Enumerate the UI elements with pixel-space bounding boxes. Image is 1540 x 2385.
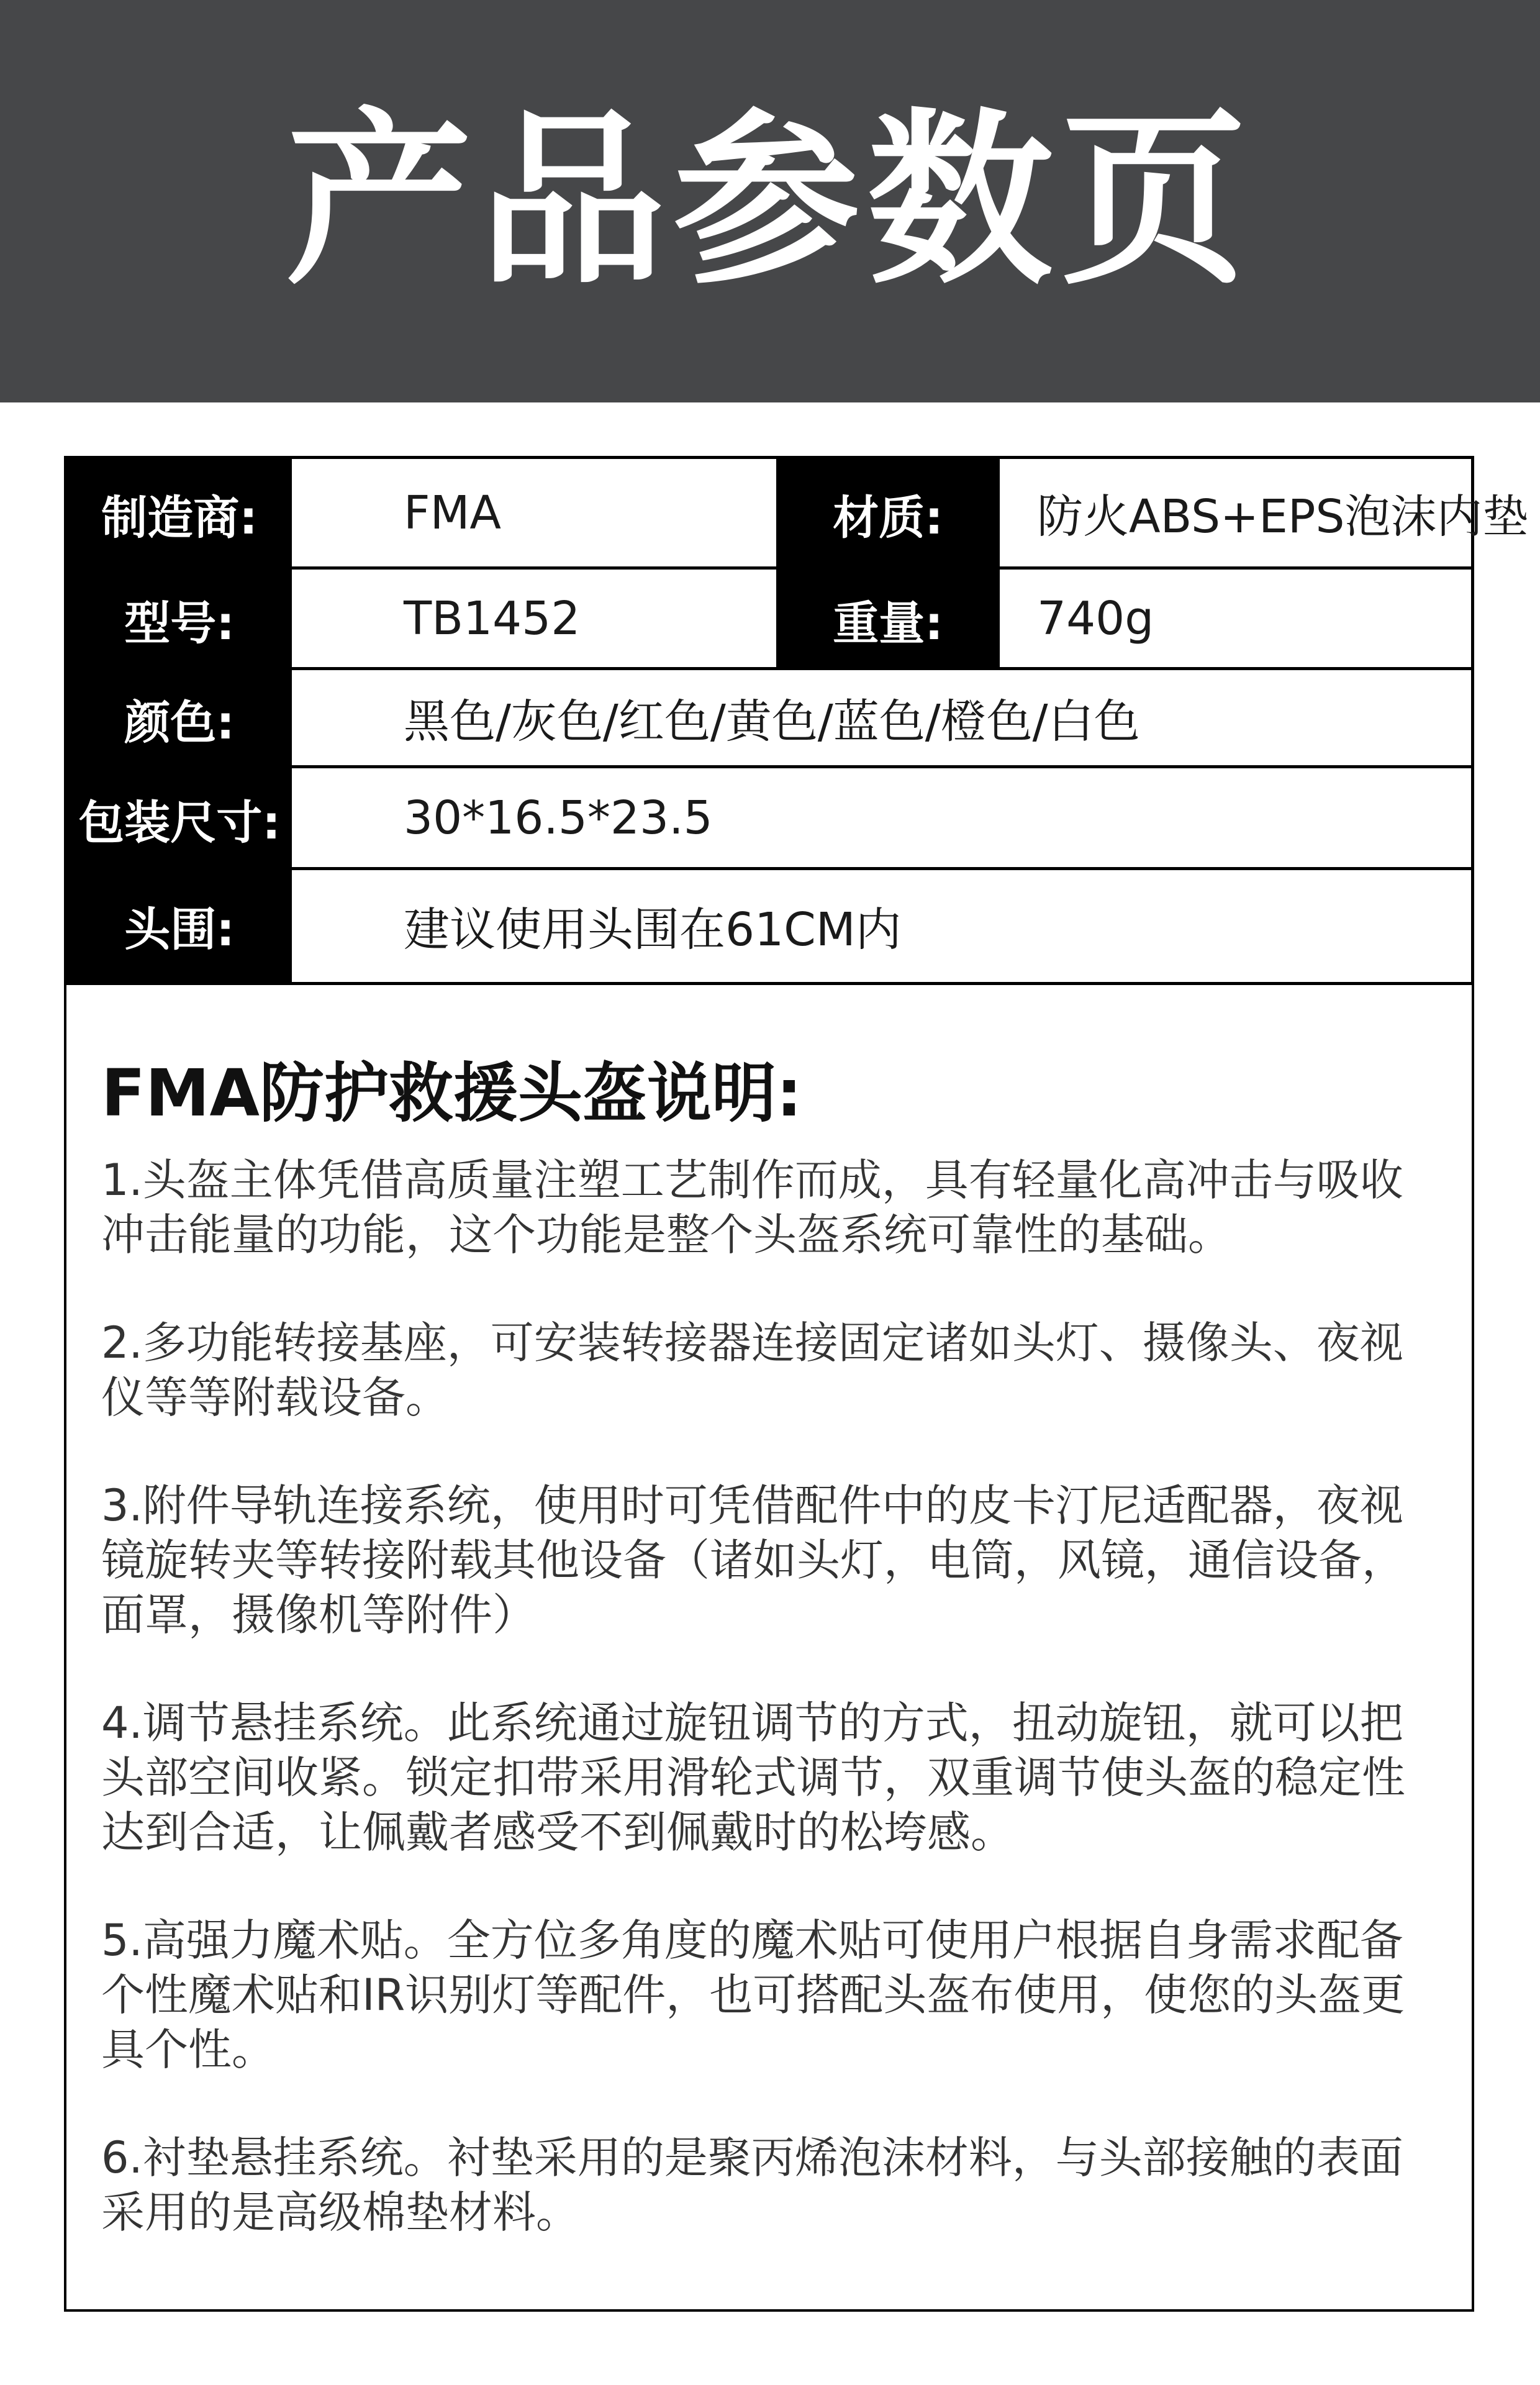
model-value: TB1452: [292, 570, 776, 670]
page-title: 产品参数页: [286, 93, 1254, 309]
spec-table: [64, 456, 1529, 985]
color-label: 颜色:: [67, 670, 292, 768]
description-box: [64, 985, 1474, 2312]
weight-label: 重量:: [776, 570, 1000, 670]
material-label: 材质:: [776, 459, 1000, 570]
manufacturer-label: 制造商:: [67, 459, 292, 570]
description-item-2: 2.多功能转接基座，可安装转接器连接固定诸如头灯、摄像头、夜视仪等等附载设备。: [101, 1317, 1403, 1423]
package-size-value: 30*16.5*23.5: [292, 768, 1471, 870]
package-size-label: 包装尺寸:: [67, 768, 292, 870]
weight-value: 740g: [1000, 570, 1471, 670]
model-label: 型号:: [67, 570, 292, 670]
description-item-5: 5.高强力魔术贴。全方位多角度的魔术贴可使用户根据自身需求配备个性魔术贴和IR识别灯等配件，也可搭配头盔布使用，使您的头盔更具个性。: [101, 1915, 1405, 2075]
description-item-4: 4.调节悬挂系统。此系统通过旋钮调节的方式，扭动旋钮，就可以把头部空间收紧。锁定扣带采用滑轮式调节，双重调节使头盔的稳定性达到合适，让佩戴者感受不到佩戴时的松垮感。: [101, 1697, 1405, 1858]
description-title: FMA防护救援头盔说明:: [101, 1055, 802, 1131]
head-circumference-value: 建议使用头围在61CM内: [292, 870, 1471, 982]
color-value: 黑色/灰色/红色/黄色/蓝色/橙色/白色: [292, 670, 1471, 768]
manufacturer-value: FMA: [292, 459, 776, 570]
material-value: 防火ABS+EPS泡沫内垫: [1000, 459, 1471, 570]
description-item-6: 6.衬垫悬挂系统。衬垫采用的是聚丙烯泡沫材料，与头部接触的表面采用的是高级棉垫材料。: [101, 2132, 1403, 2238]
head-circumference-label: 头围:: [67, 870, 292, 982]
description-list: [101, 1153, 1436, 2293]
description-item-3: 3.附件导轨连接系统，使用时可凭借配件中的皮卡汀尼适配器，夜视镜旋转夹等转接附载其他设备（诸如头灯，电筒，风镜，通信设备，面罩，摄像机等附件）: [101, 1480, 1405, 1640]
description-item-1: 1.头盔主体凭借高质量注塑工艺制作而成，具有轻量化高冲击与吸收冲击能量的功能，这个功能是整个头盔系统可靠性的基础。: [101, 1155, 1403, 1260]
